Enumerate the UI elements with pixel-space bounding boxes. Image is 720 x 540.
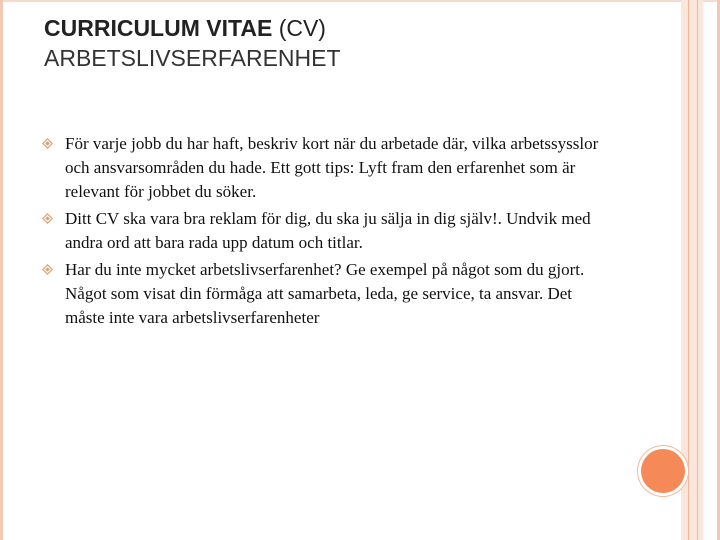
decorative-line bbox=[688, 0, 689, 540]
bullet-text: Ditt CV ska vara bra reklam för dig, du ska ju sälja in dig själv!. Undvik med andra ord att bara rada upp datum och titlar. bbox=[65, 209, 591, 252]
slide-left-border bbox=[0, 0, 3, 540]
bullet-text: För varje jobb du har haft, beskriv kort när du arbetade där, vilka arbetssysslor och ansvarsområden du hade. Ett gott tips: Lyft fram den erfarenhet som är relevant för jobbet du söker. bbox=[65, 134, 599, 201]
decorative-side-band bbox=[681, 0, 703, 540]
slide-title bbox=[44, 13, 604, 73]
diamond-bullet-icon bbox=[42, 138, 53, 149]
diamond-bullet-icon bbox=[42, 264, 53, 275]
bullet-text: Har du inte mycket arbetslivserfarenhet? Ge exempel på något som du gjort. Något som visat din förmåga att samarbeta, leda, ge service, ta ansvar. Det måste inte vara arbetslivserfarenheter bbox=[65, 260, 585, 327]
title-main: CURRICULUM VITAE bbox=[44, 15, 273, 41]
decorative-line bbox=[697, 0, 698, 540]
bullet-item bbox=[42, 207, 612, 255]
slide-subtitle: ARBETSLIVSERFARENHET bbox=[44, 45, 341, 71]
slide-top-border bbox=[0, 0, 720, 2]
diamond-bullet-icon bbox=[42, 213, 53, 224]
title-abbreviation: (CV) bbox=[278, 15, 326, 41]
decorative-circle bbox=[641, 449, 685, 493]
bullet-item bbox=[42, 132, 612, 204]
bullet-item bbox=[42, 258, 612, 330]
bullet-list bbox=[42, 132, 612, 333]
